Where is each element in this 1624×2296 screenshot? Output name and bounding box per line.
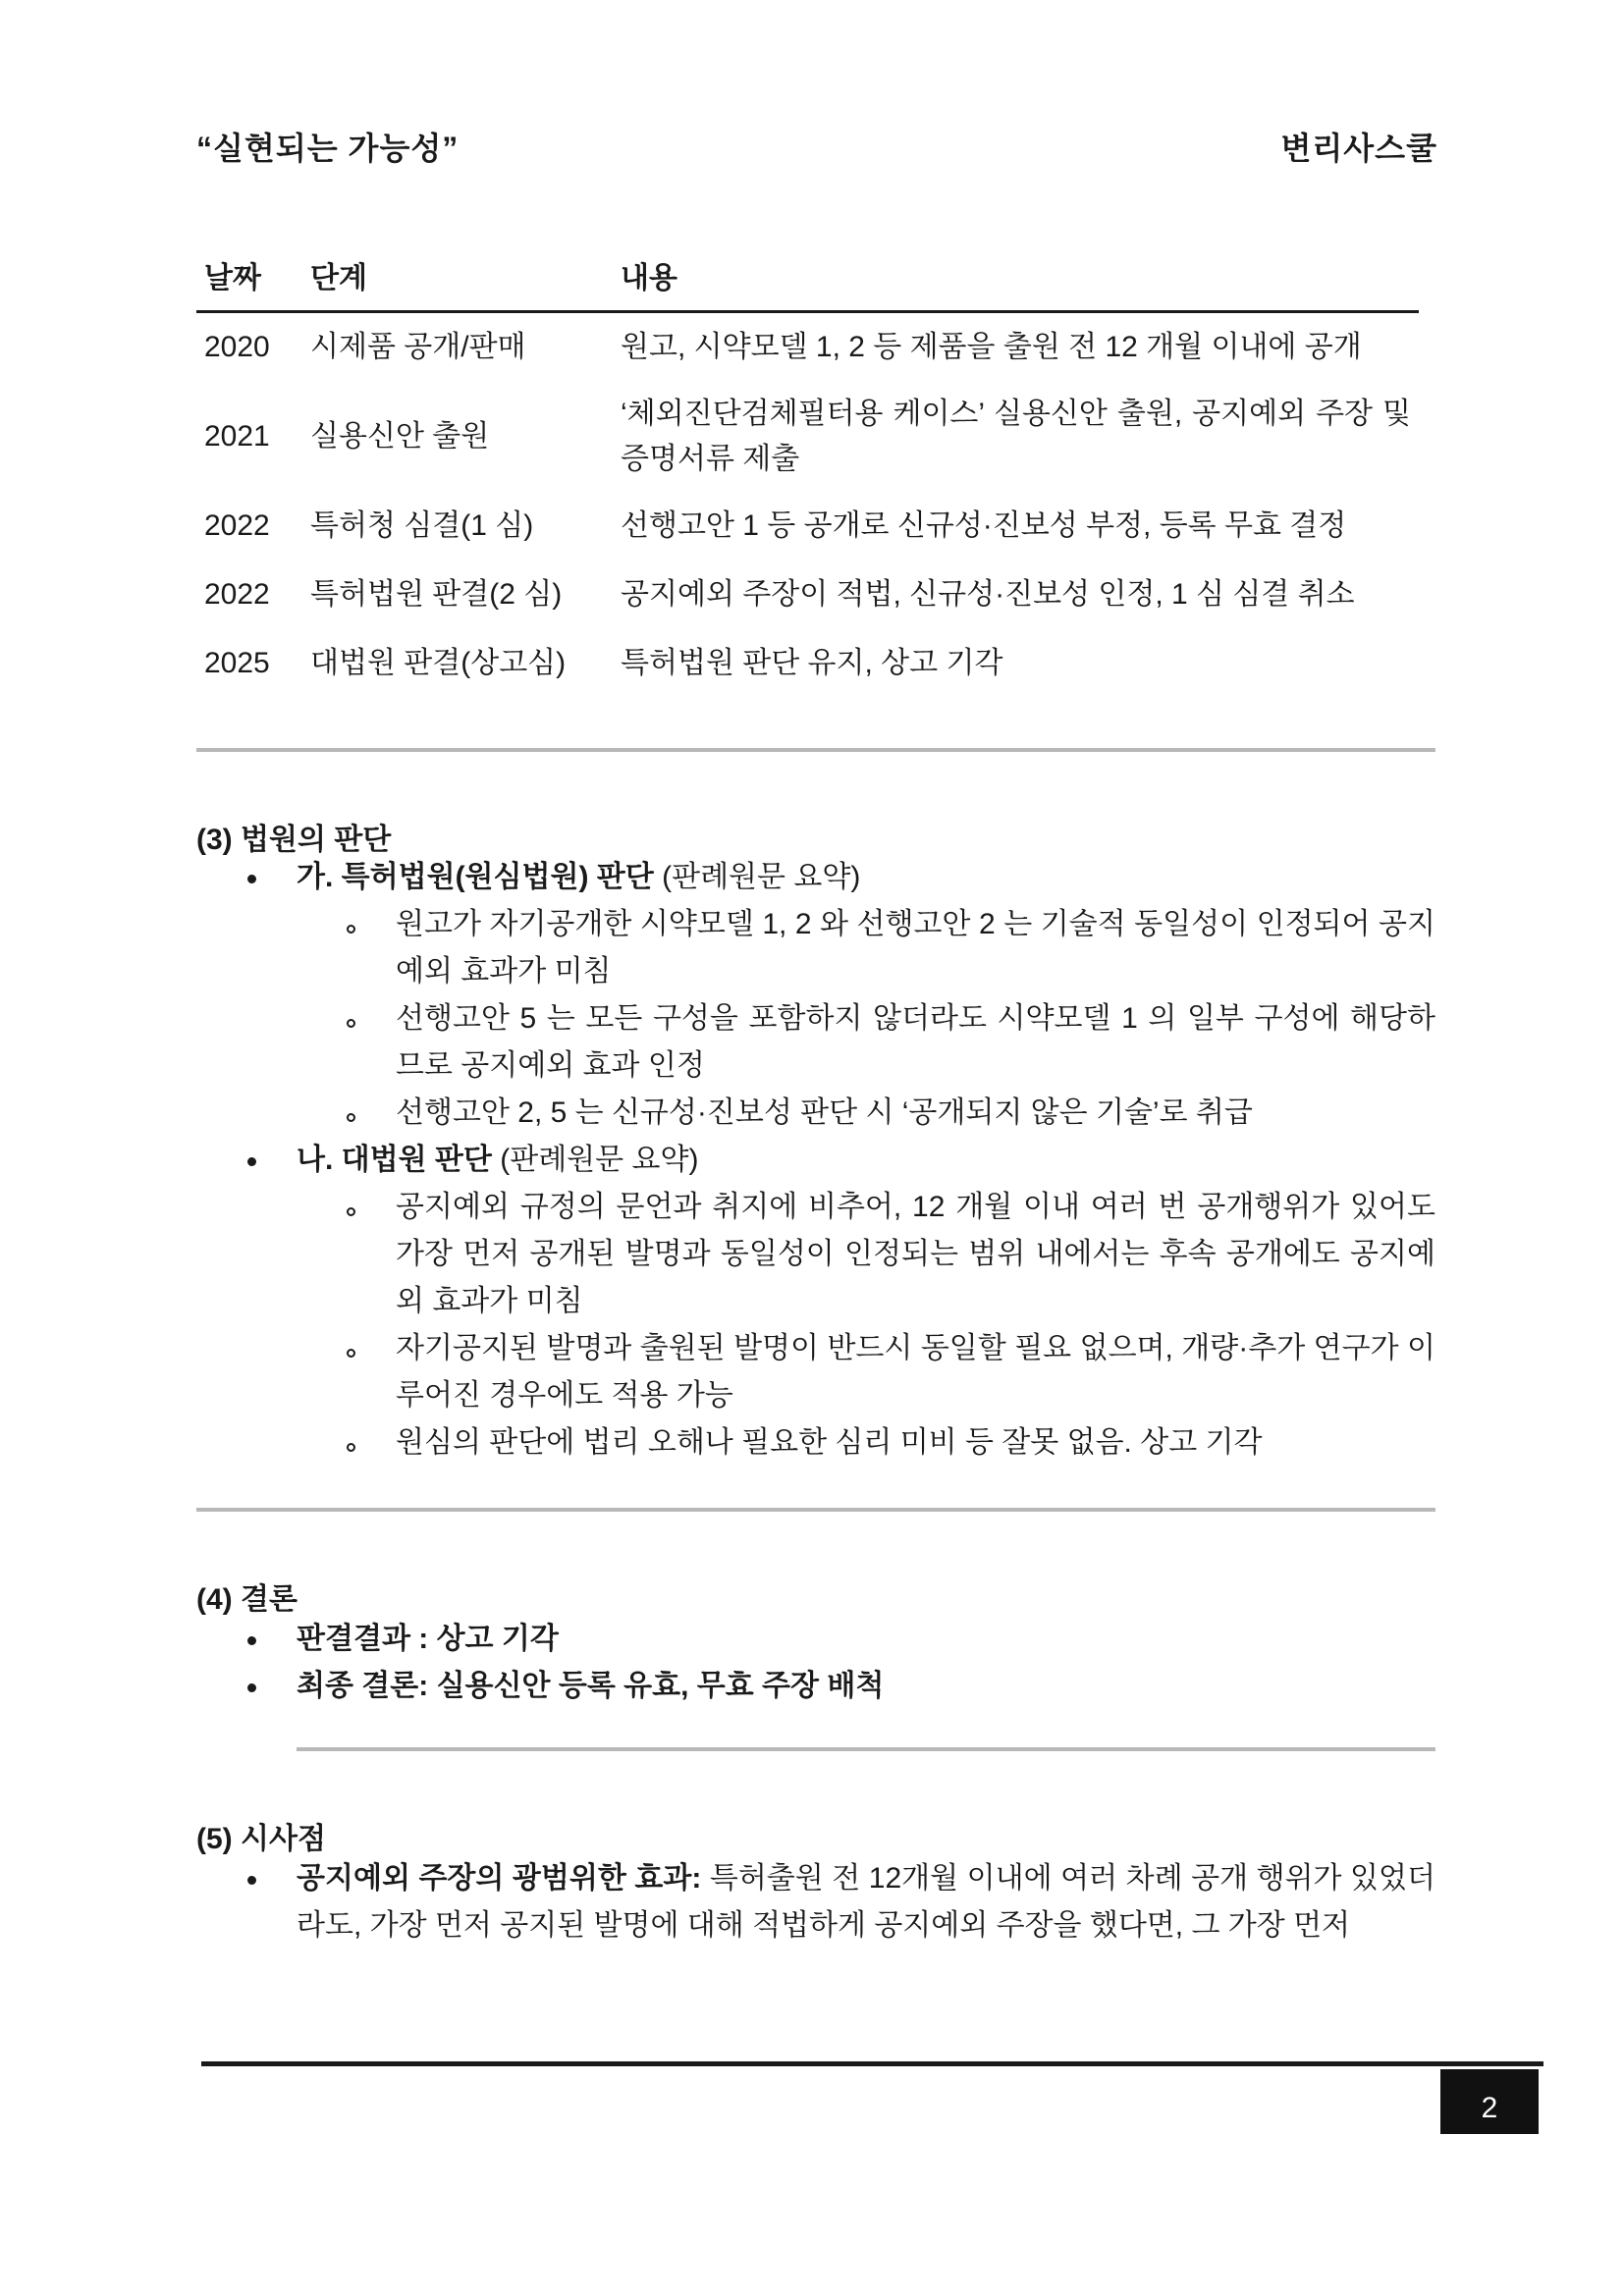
list-item (196, 854, 1435, 901)
cell-stage: 대법원 판결(상고심) (310, 647, 567, 679)
table-row (196, 382, 1419, 492)
cell-date: 2022 (204, 578, 270, 611)
item-heading: 나. 대법원 판단 (297, 1144, 492, 1176)
sub-item (196, 901, 1435, 995)
sub-item (196, 1325, 1435, 1419)
bullet-icon (247, 875, 256, 883)
cell-content: 선행고안 1 등 공개로 신규성·진보성 부정, 등록 무효 결정 (621, 509, 1347, 542)
timeline-table (196, 243, 1419, 698)
table-row (196, 492, 1419, 561)
section-3-title: (3) 법원의 판단 (196, 824, 392, 856)
sub-item-text: 원고가 자기공개한 시약모델 1, 2 와 선행고안 2 는 기술적 동일성이 인정되어 공지예외 효과가 미침 (396, 908, 1435, 988)
circle-bullet-icon (347, 1349, 355, 1358)
divider (196, 1508, 1435, 1512)
list-item (196, 1855, 1435, 1949)
bullet-icon (247, 1636, 256, 1645)
divider (196, 748, 1435, 752)
list-item (196, 1663, 1435, 1710)
section-4-list (196, 1616, 1435, 1710)
list-item (196, 1616, 1435, 1663)
cell-content: ‘체외진단검체필터용 케이스’ 실용신안 출원, 공지예외 주장 및 증명서류 제출 (621, 398, 1411, 475)
section-4-title: (4) 결론 (196, 1583, 298, 1616)
item-lead: 공지예외 주장의 광범위한 효과: (297, 1862, 702, 1895)
item-text: 최종 결론: 실용신안 등록 유효, 무효 주장 배척 (297, 1670, 885, 1702)
page-number: 2 (1440, 2069, 1539, 2134)
circle-bullet-icon (347, 1207, 355, 1216)
footer-rule (201, 2061, 1543, 2066)
item-note: (판례원문 요약) (662, 861, 861, 893)
sub-item (196, 995, 1435, 1090)
col-stage-header: 단계 (302, 243, 613, 312)
header-title: “실현되는 가능성” (196, 131, 460, 166)
table-row (196, 312, 1419, 383)
cell-stage: 시제품 공개/판매 (310, 331, 526, 363)
circle-bullet-icon (347, 1019, 355, 1028)
divider (297, 1747, 1435, 1751)
item-text: 판결결과 : 상고 기각 (297, 1623, 559, 1655)
section-3-list (196, 854, 1435, 1467)
list-item (196, 1137, 1435, 1184)
cell-stage: 특허법원 판결(2 심) (310, 578, 563, 611)
cell-content: 공지예외 주장이 적법, 신규성·진보성 인정, 1 심 심결 취소 (621, 578, 1355, 611)
table-row (196, 561, 1419, 629)
bullet-icon (247, 1683, 256, 1692)
table-row (196, 629, 1419, 698)
circle-bullet-icon (347, 1113, 355, 1122)
sub-item (196, 1419, 1435, 1467)
sub-item-text: 자기공지된 발명과 출원된 발명이 반드시 동일할 필요 없으며, 개량·추가 연구가 이루어진 경우에도 적용 가능 (396, 1332, 1435, 1412)
cell-stage: 특허청 심결(1 심) (310, 509, 534, 542)
table-header-row (196, 243, 1419, 312)
bullet-icon (247, 1876, 256, 1885)
cell-date: 2020 (204, 331, 270, 363)
cell-date: 2021 (204, 420, 270, 453)
col-content-header: 내용 (613, 243, 1419, 312)
section-5-list (196, 1855, 1435, 1949)
circle-bullet-icon (347, 1443, 355, 1452)
sub-item-text: 공지예외 규정의 문언과 취지에 비추어, 12 개월 이내 여러 번 공개행위가 있어도 가장 먼저 공개된 발명과 동일성이 인정되는 범위 내에서는 후속 공개에도 공지예외 효과가 미침 (396, 1191, 1435, 1317)
circle-bullet-icon (347, 925, 355, 934)
cell-content: 특허법원 판단 유지, 상고 기각 (621, 647, 1003, 679)
sub-item-text: 선행고안 2, 5 는 신규성·진보성 판단 시 ‘공개되지 않은 기술’로 취급 (396, 1096, 1253, 1129)
bullet-icon (247, 1157, 256, 1166)
item-heading: 가. 특허법원(원심법원) 판단 (297, 861, 654, 893)
cell-content: 원고, 시약모델 1, 2 등 제품을 출원 전 12 개월 이내에 공개 (621, 331, 1362, 363)
cell-date: 2025 (204, 647, 270, 679)
sub-item-text: 원심의 판단에 법리 오해나 필요한 심리 미비 등 잘못 없음. 상고 기각 (396, 1426, 1263, 1459)
item-text: 특허출원 전 12개월 이내에 여러 차례 공개 행위가 있었더라도, 가장 먼저 공지된 발명에 대해 적법하게 공지예외 주장을 했다면, 그 가장 먼저 (297, 1862, 1435, 1942)
col-date-header: 날짜 (196, 243, 302, 312)
cell-date: 2022 (204, 509, 270, 542)
cell-stage: 실용신안 출원 (310, 420, 490, 453)
sub-item-text: 선행고안 5 는 모든 구성을 포함하지 않더라도 시약모델 1 의 일부 구성에 해당하므로 공지예외 효과 인정 (396, 1002, 1435, 1082)
header-brand: 변리사스쿨 (1280, 131, 1437, 166)
sub-item (196, 1090, 1435, 1137)
item-note: (판례원문 요약) (500, 1144, 699, 1176)
sub-item (196, 1184, 1435, 1325)
section-5-title: (5) 시사점 (196, 1823, 326, 1855)
